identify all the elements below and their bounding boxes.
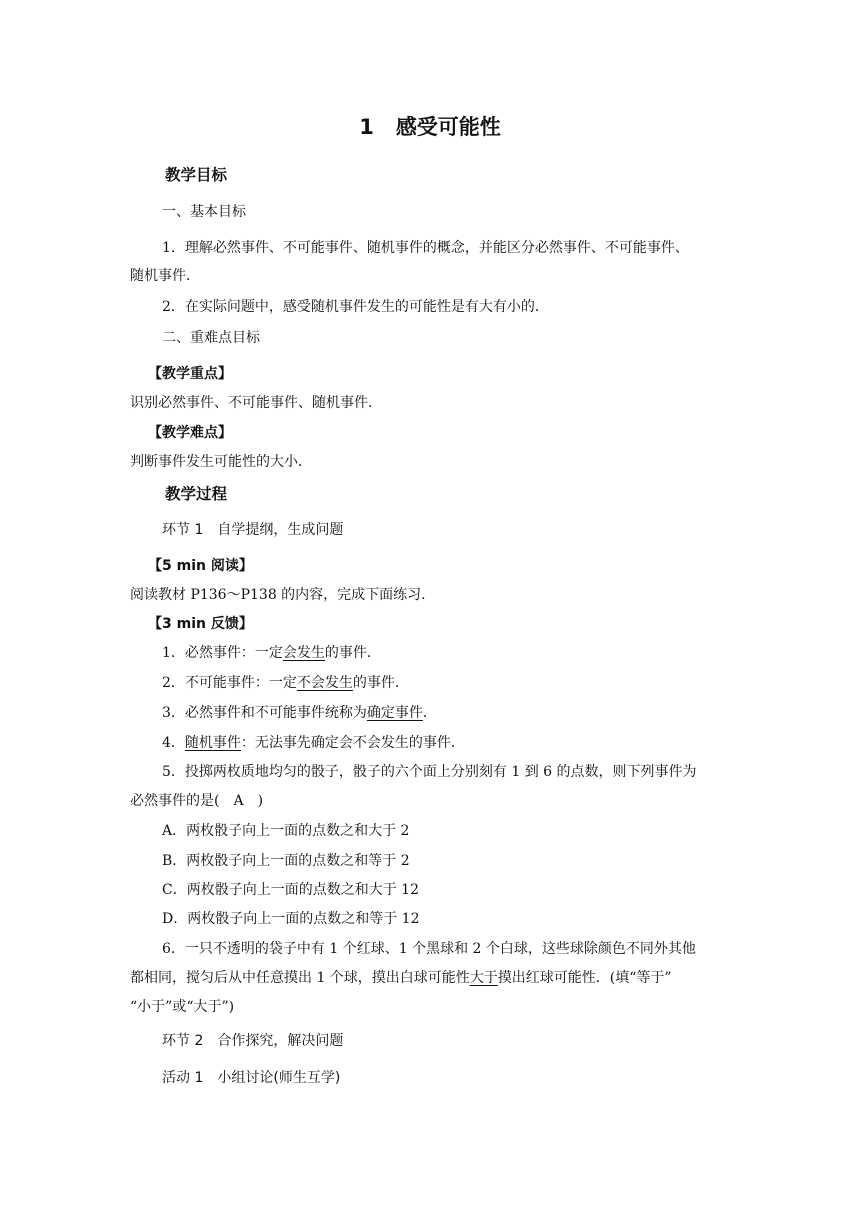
question-3-tail: ．	[422, 705, 437, 721]
option-a: A．两枚骰子向上一面的点数之和大于 2	[162, 823, 410, 839]
question-5-line1: 5．投掷两枚质地均匀的骰子，骰子的六个面上分别刻有 1 到 6 的点数，则下列事件为	[162, 764, 697, 780]
step-2-heading: 环节 2 合作探究，解决问题	[162, 1033, 344, 1049]
question-2	[162, 673, 409, 693]
title-text: 感受可能性	[395, 115, 501, 139]
question-4	[162, 733, 465, 753]
question-1-tail: 的事件．	[324, 645, 381, 661]
question-1	[162, 643, 381, 663]
process-heading: 教学过程	[165, 485, 228, 503]
focus-text: 识别必然事件、不可能事件、随机事件．	[130, 395, 382, 411]
option-d: D．两枚骰子向上一面的点数之和等于 12	[162, 911, 420, 927]
goal-item-2: 2．在实际问题中，感受随机事件发生的可能性是有大有小的．	[162, 299, 549, 315]
basic-goals-heading: 一、基本目标	[162, 204, 246, 220]
question-3	[162, 703, 437, 723]
focus-label: 【教学重点】	[148, 366, 232, 382]
page-title	[0, 113, 860, 141]
step-1-heading: 环节 1 自学提纲，生成问题	[162, 522, 344, 538]
question-4-tail: ：无法事先确定会不会发生的事件．	[240, 735, 465, 751]
question-6-line3: “小于”或“大于”)	[130, 999, 235, 1015]
question-3-text: 3．必然事件和不可能事件统称为	[162, 705, 367, 721]
question-1-text: 1．必然事件：一定	[162, 645, 283, 661]
option-b: B．两枚骰子向上一面的点数之和等于 2	[162, 853, 410, 869]
difficulty-text: 判断事件发生可能性的大小．	[130, 454, 312, 470]
read-label: 【5 min 阅读】	[148, 558, 253, 574]
goal-item-1-line2: 随机事件．	[130, 268, 200, 284]
question-6-text: 都相同，搅匀后从中任意摸出 1 个球，摸出白球可能性	[130, 970, 470, 986]
difficulty-label: 【教学难点】	[148, 425, 232, 441]
question-6-line1: 6．一只不透明的袋子中有 1 个红球、1 个黑球和 2 个白球，这些球除颜色不同外其他	[162, 941, 696, 957]
goal-item-1-line1: 1．理解必然事件、不可能事件、随机事件的概念，并能区分必然事件、不可能事件、	[162, 240, 689, 256]
goals-heading: 教学目标	[165, 166, 228, 184]
activity-1-heading: 活动 1 小组讨论(师生互学)	[162, 1070, 341, 1086]
question-2-text: 2．不可能事件：一定	[162, 675, 297, 691]
answer-4: 随机事件	[184, 735, 241, 751]
title-number: 1	[359, 115, 374, 139]
answer-3: 确定事件	[366, 705, 423, 721]
question-4-text: 4．	[162, 735, 185, 751]
question-6-line2	[130, 968, 672, 988]
feedback-label: 【3 min 反馈】	[148, 616, 253, 632]
question-6-tail: 摸出红球可能性．(填“等于”	[497, 970, 672, 986]
question-2-tail: 的事件．	[352, 675, 409, 691]
question-5-line2: 必然事件的是( A )	[130, 793, 264, 809]
answer-1: 会发生	[282, 645, 325, 661]
option-c: C．两枚骰子向上一面的点数之和大于 12	[162, 882, 419, 898]
answer-6: 大于	[469, 970, 498, 986]
key-goals-heading: 二、重难点目标	[162, 330, 260, 346]
answer-2: 不会发生	[296, 675, 353, 691]
read-text: 阅读教材 P136～P138 的内容，完成下面练习．	[130, 587, 436, 603]
